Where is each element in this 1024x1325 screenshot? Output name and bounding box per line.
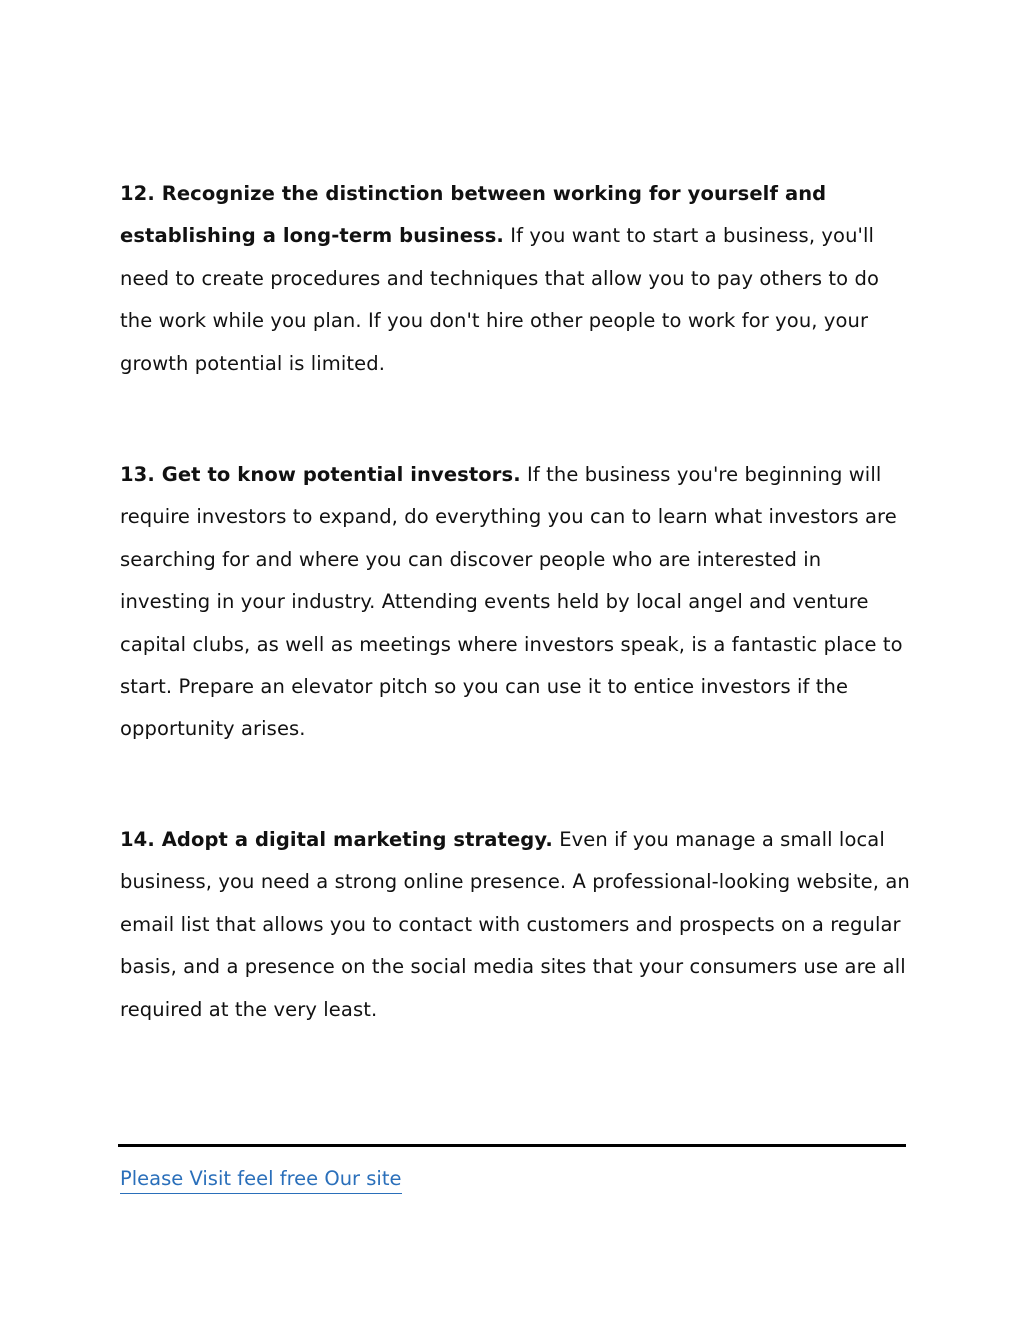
visit-site-link[interactable]: Please Visit feel free Our site: [120, 1165, 402, 1194]
section-12-body: If you want to start a business, you'll need to create procedures and techniques that allow you to pay others to do the work while you plan. If you don't hire other people to work for you, your growth potential is limited.: [120, 224, 879, 375]
section-12: [120, 173, 910, 385]
section-12-heading: 12. Recognize the distinction between working for yourself and establishing a long-term business.: [120, 182, 827, 248]
section-14-heading: 14. Adopt a digital marketing strategy.: [120, 828, 553, 851]
section-14-body: Even if you manage a small local business, you need a strong online presence. A professional-looking website, an email list that allows you to contact with customers and prospects on a regular basis, and a presence on the social media sites that your consumers use are all required at the very least.: [120, 828, 910, 1021]
section-13: [120, 454, 910, 751]
footer-divider: [118, 1144, 906, 1147]
section-13-body: If the business you're beginning will require investors to expand, do everything you can to learn what investors are searching for and where you can discover people who are interested in investing in your industry. Attending events held by local angel and venture capital clubs, as well as meetings where investors speak, is a fantastic place to start. Prepare an elevator pitch so you can use it to entice investors if the opportunity arises.: [120, 463, 903, 741]
section-13-heading: 13. Get to know potential investors.: [120, 463, 521, 486]
section-14: [120, 819, 910, 1031]
